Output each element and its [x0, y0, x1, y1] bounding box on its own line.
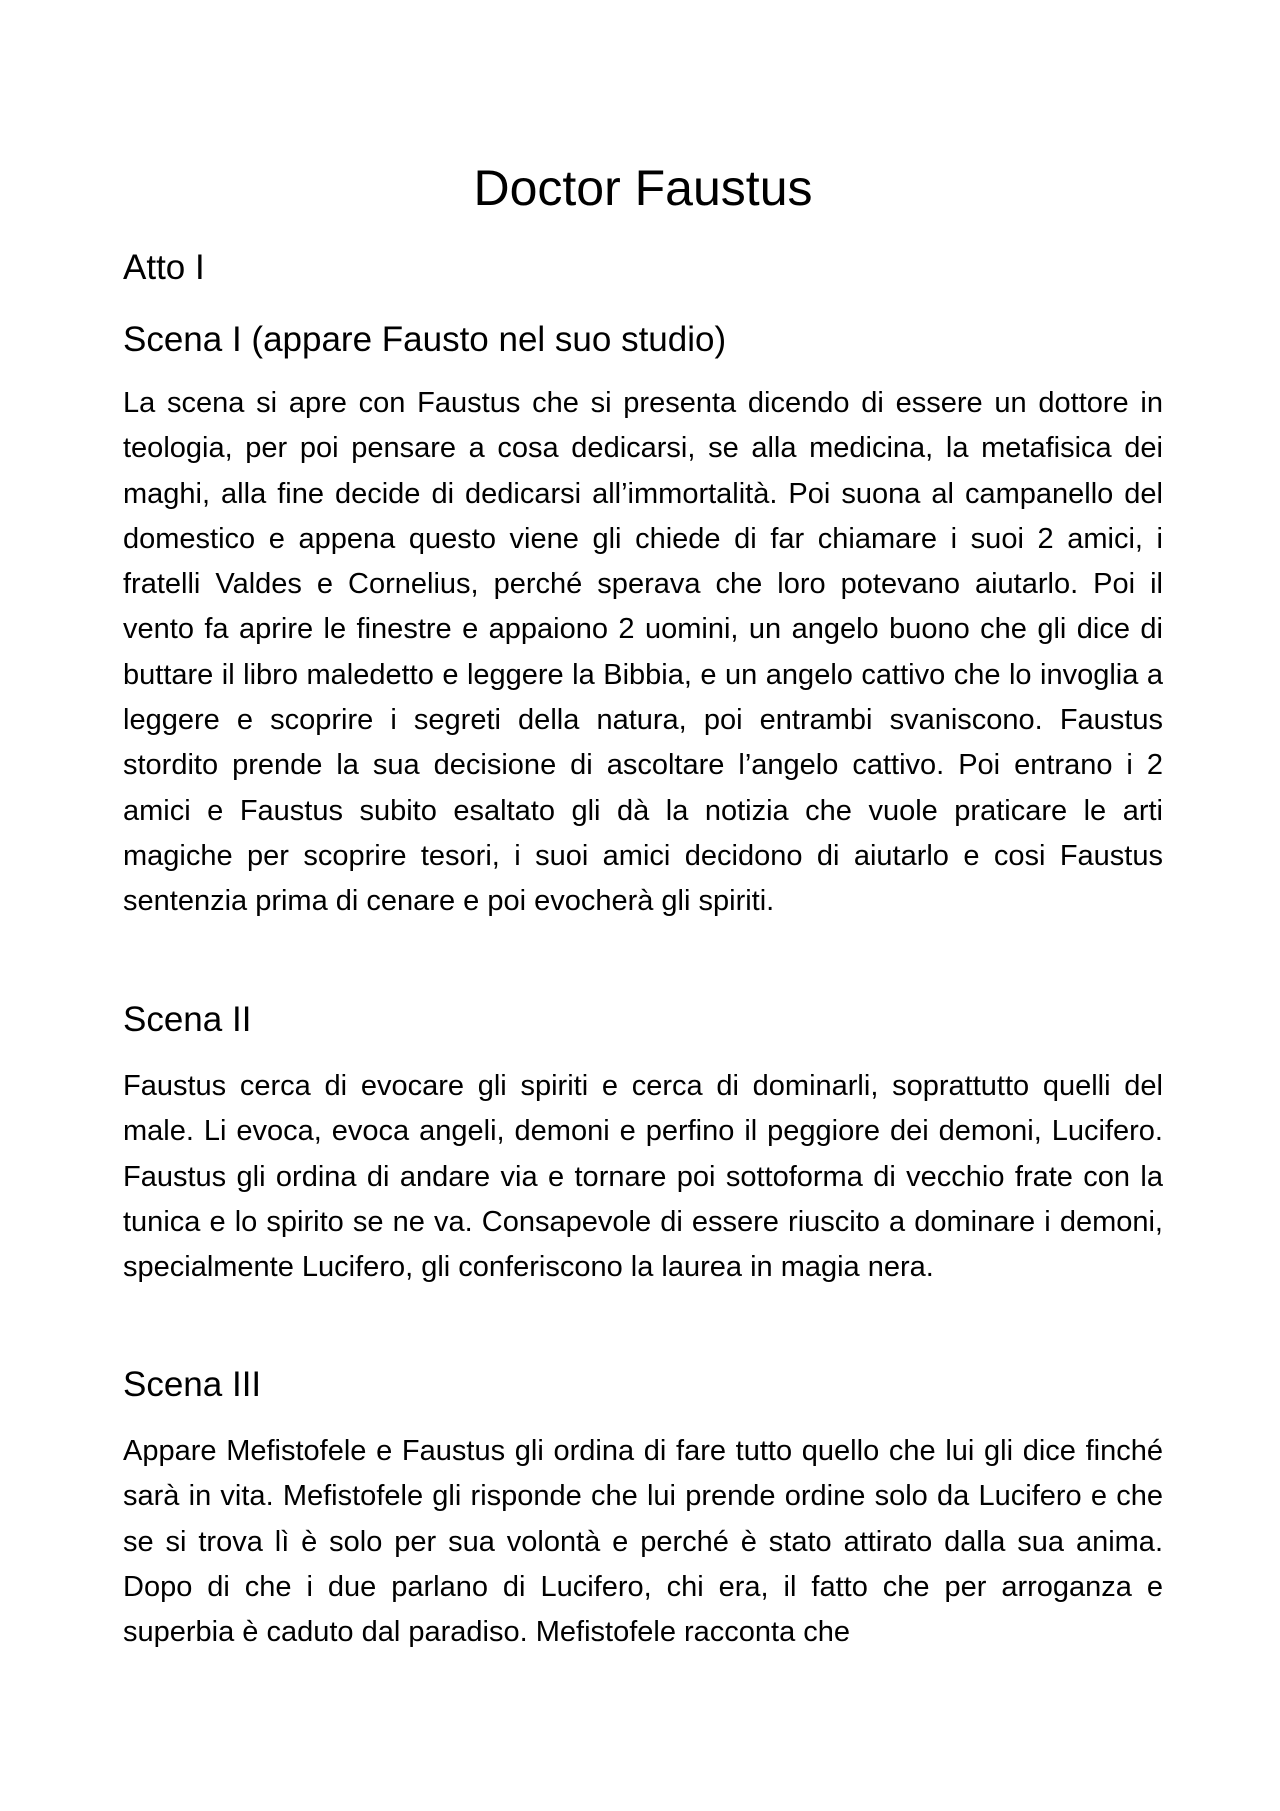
scene-paragraph: Faustus cerca di evocare gli spiriti e cerca di dominarli, soprattutto quelli del male. Li evoca, evoca angeli, demoni e perfino il peggiore dei demoni, Lucifero. Faustus gli ordina di andare via e tornare poi sottoforma di vecchio frate con la tunica e lo spirito se ne va. Consapevole di essere riuscito a dominare i demoni, specialmente Lucifero, gli conferiscono la laurea in magia nera.: [123, 1070, 1163, 1284]
scene-paragraph: La scena si apre con Faustus che si presenta dicendo di essere un dottore in teologia, per poi pensare a cosa dedicarsi, se alla medicina, la metafisica dei maghi, alla fine decide di dedicarsi all’immortalità. Poi suona al campanello del domestico e appena questo viene gli chiede di far chiamare i suoi 2 amici, i fratelli Valdes e Cornelius, perché sperava che loro potevano aiutarlo. Poi il vento fa aprire le finestre e appaiono 2 uomini, un angelo buono che gli dice di buttare il libro maledetto e leggere la Bibbia, e un angelo cattivo che lo invoglia a leggere e scoprire i segreti della natura, poi entrambi svaniscono. Faustus stordito prende la sua decisione di ascoltare l’angelo cattivo. Poi entrano i 2 amici e Faustus subito esaltato gli dà la notizia che vuole praticare le arti magiche per scoprire tesori, i suoi amici decidono di aiutarlo e cosi Faustus sentenzia prima di cenare e poi evocherà gli spiriti.: [123, 387, 1163, 918]
scene-heading: Scena I (appare Fausto nel suo studio): [123, 320, 727, 359]
scene-heading: Scena III: [123, 1365, 262, 1404]
scene-heading: Scena II: [123, 1000, 252, 1039]
scene-paragraph: Appare Mefistofele e Faustus gli ordina di fare tutto quello che lui gli dice finché sarà in vita. Mefistofele gli risponde che lui prende ordine solo da Lucifero e che se si trova lì è solo per sua volontà e perché è stato attirato dalla sua anima. Dopo di che i due parlano di Lucifero, chi era, il fatto che per arroganza e superbia è caduto dal paradiso. Mefistofele racconta che: [123, 1435, 1163, 1649]
act-heading: Atto I: [123, 248, 205, 287]
document-title: Doctor Faustus: [473, 160, 813, 216]
